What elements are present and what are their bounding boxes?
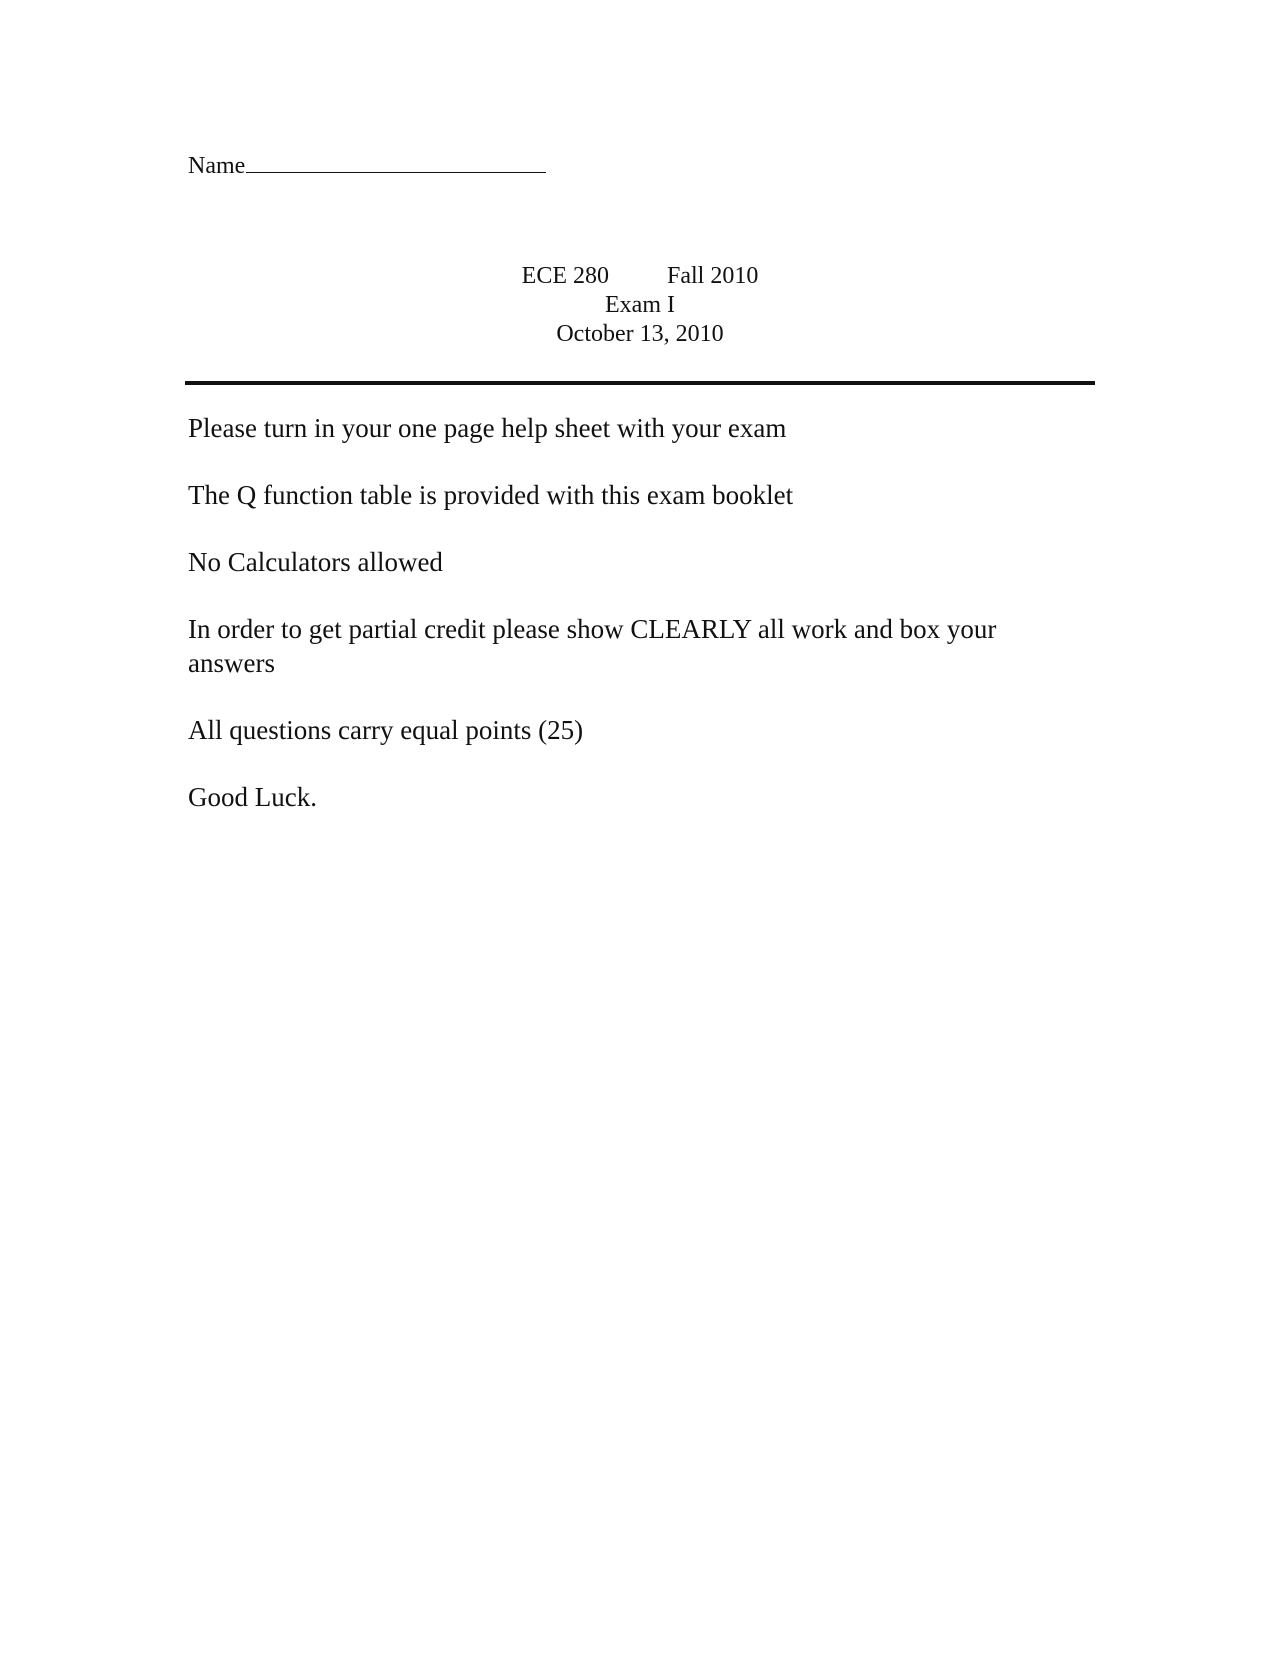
instruction-no-calculators: No Calculators allowed (188, 547, 443, 577)
exam-date: October 13, 2010 (556, 321, 724, 347)
header-divider (185, 381, 1095, 385)
instruction-help-sheet: Please turn in your one page help sheet with your exam (188, 413, 787, 443)
course-code: ECE 280 (521, 263, 609, 289)
instruction-good-luck: Good Luck. (188, 782, 317, 812)
instruction-q-table: The Q function table is provided with this exam booklet (188, 480, 794, 510)
course-term-row (188, 262, 1092, 291)
instruction-partial-credit: In order to get partial credit please show CLEARLY all work and box your answers (188, 614, 997, 678)
name-field (188, 148, 546, 180)
exam-title: Exam I (605, 292, 675, 318)
instructions-list (188, 411, 1088, 847)
exam-header (188, 262, 1092, 349)
name-blank-line (246, 148, 546, 173)
instruction-equal-points: All questions carry equal points (25) (188, 715, 584, 745)
term: Fall 2010 (666, 263, 759, 289)
name-label: Name (188, 153, 246, 179)
